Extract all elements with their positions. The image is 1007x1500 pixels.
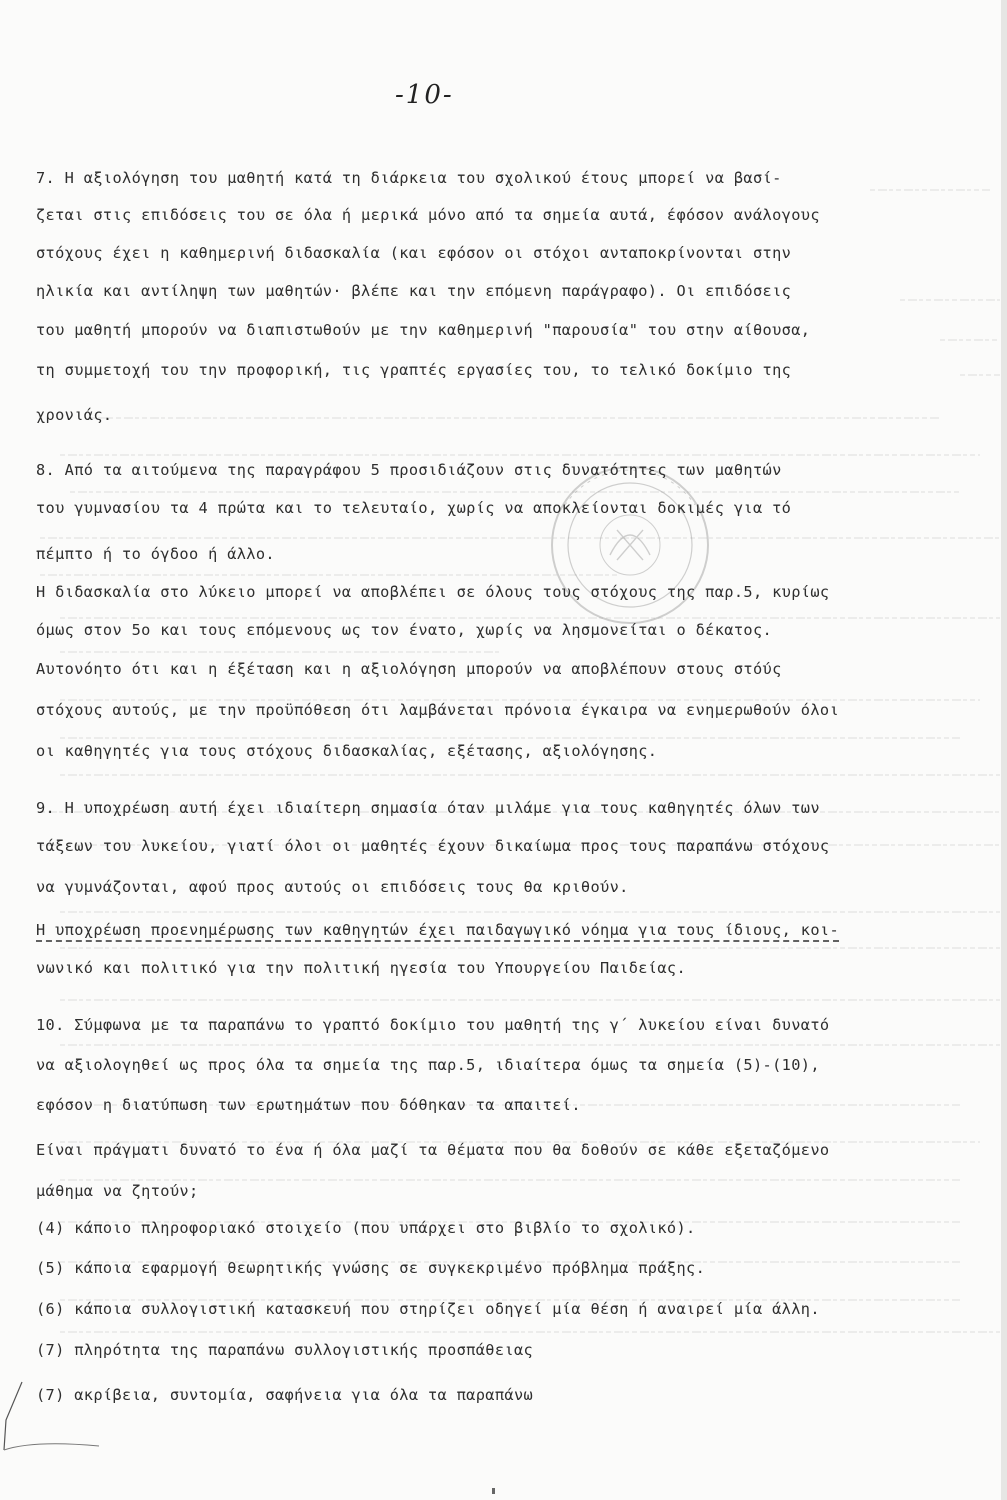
text-line: στόχους έχει η καθημερινή διδασκαλία (και εφόσον οι στόχοι ανταποκρίνονται στην bbox=[36, 244, 792, 262]
text-line: να αξιολογηθεί ως προς όλα τα σημεία της παρ.5, ιδιαίτερα όμως τα σημεία (5)-(10), bbox=[36, 1056, 820, 1074]
text-line: εφόσον η διατύπωση των ερωτημάτων που δόθηκαν τα απαιτεί. bbox=[36, 1096, 581, 1114]
text-line: 8. Από τα αιτούμενα της παραγράφου 5 προσιδιάζουν στις δυνατότητες των μαθητών bbox=[36, 461, 782, 479]
text-line: του γυμνασίου τα 4 πρώτα και το τελευταίο, χωρίς να αποκλείονται δοκιμές για τό bbox=[36, 499, 792, 517]
text-line: πέμπτο ή το όγδοο ή άλλο. bbox=[36, 545, 275, 563]
text-line: νωνικό και πολιτικό για την πολιτική ηγεσία του Υπουργείου Παιδείας. bbox=[36, 959, 687, 977]
list-item: (4) κάποιο πληροφοριακό στοιχείο (που υπάρχει στο βιβλίο το σχολικό). bbox=[36, 1219, 696, 1237]
stamp-seal bbox=[505, 460, 755, 630]
underlined-line: Η υποχρέωση προενημέρωσης των καθηγητών έχει παιδαγωγικό νόημα για τους ίδιους, κοι- bbox=[36, 921, 839, 939]
text-line: 10. Σύμφωνα με τα παραπάνω το γραπτό δοκίμιο του μαθητή της γ΄ λυκείου είναι δυνατό bbox=[36, 1016, 830, 1034]
list-item: (7) ακρίβεια, συντομία, σαφήνεια για όλα τα παραπάνω bbox=[36, 1386, 534, 1404]
pencil-mark bbox=[0, 1380, 110, 1470]
text-line: όμως στον 5ο και τους επόμενους ως τον ένατο, χωρίς να λησμονείται ο δέκατος. bbox=[36, 621, 773, 639]
text-line: να γυμνάζονται, αφού προς αυτούς οι επιδόσεις τους θα κριθούν. bbox=[36, 878, 629, 896]
text-line: οι καθηγητές για τους στόχους διδασκαλίας, εξέτασης, αξιολόγησης. bbox=[36, 742, 658, 760]
text-line: χρονιάς. bbox=[36, 406, 113, 424]
text-line: 7. Η αξιολόγηση του μαθητή κατά τη διάρκεια του σχολικού έτους μπορεί να βασί- bbox=[36, 169, 782, 187]
page-number: -10- bbox=[395, 80, 454, 110]
text-line: στόχους αυτούς, με την προϋπόθεση ότι λαμβάνεται πρόνοια έγκαιρα να ενημερωθούν όλοι bbox=[36, 701, 839, 719]
text-line: Είναι πράγματι δυνατό το ένα ή όλα μαζί τα θέματα που θα δοθούν σε κάθε εξεταζόμενο bbox=[36, 1141, 830, 1159]
text-line: ζεται στις επιδόσεις του σε όλα ή μερικά μόνο από τα σημεία αυτά, έφόσον ανάλογους bbox=[36, 206, 820, 224]
page-edge bbox=[1001, 0, 1007, 1500]
text-line: Η διδασκαλία στο λύκειο μπορεί να αποβλέπει σε όλους τους στόχους της παρ.5, κυρίως bbox=[36, 583, 830, 601]
text-line: του μαθητή μπορούν να διαπιστωθούν με την καθημερινή "παρουσία" του στην αίθουσα, bbox=[36, 321, 811, 339]
text-line: τη συμμετοχή του την προφορική, τις γραπτές εργασίες του, το τελικό δοκίμιο της bbox=[36, 361, 792, 379]
list-item: (5) κάποια εφαρμογή θεωρητικής γνώσης σε συγκεκριμένο πρόβλημα πράξης. bbox=[36, 1259, 706, 1277]
text-line: τάξεων του λυκείου, γιατί όλοι οι μαθητές έχουν δικαίωμα προς τους παραπάνω στόχους bbox=[36, 837, 830, 855]
text-line: μάθημα να ζητούν; bbox=[36, 1182, 199, 1200]
text-line: ηλικία και αντίληψη των μαθητών· βλέπε και την επόμενη παράγραφο). Οι επιδόσεις bbox=[36, 282, 792, 300]
list-item: (6) κάποια συλλογιστική κατασκευή που στηρίζει οδηγεί μία θέση ή αναιρεί μία άλλη. bbox=[36, 1300, 820, 1318]
text-line: 9. Η υποχρέωση αυτή έχει ιδιαίτερη σημασία όταν μιλάμε για τους καθηγητές όλων των bbox=[36, 799, 820, 817]
text-line: Αυτονόητο ότι και η έξέταση και η αξιολόγηση μπορούν να αποβλέπουν στους στόύς bbox=[36, 660, 782, 678]
punch-mark bbox=[492, 1488, 495, 1494]
list-item: (7) πληρότητα της παραπάνω συλλογιστικής προσπάθειας bbox=[36, 1341, 534, 1359]
